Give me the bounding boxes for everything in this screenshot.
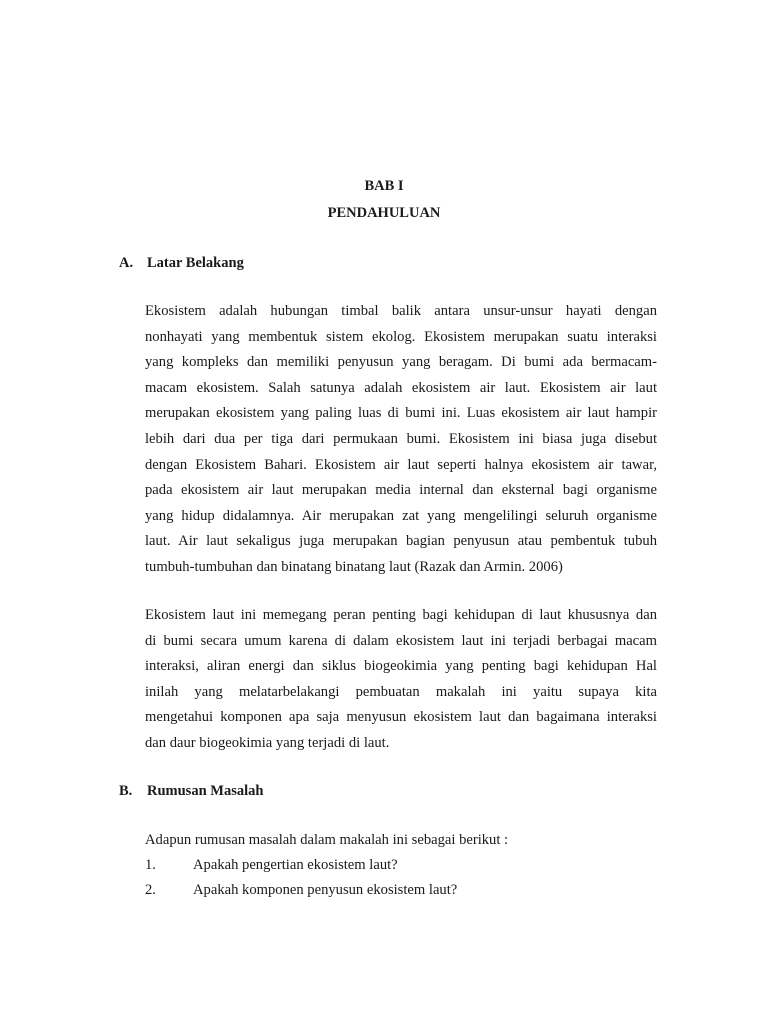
list-item-number: 1. (145, 857, 156, 873)
list-item-number: 2. (145, 882, 156, 898)
paragraph-line: mengetahui komponen apa saja menyusun ekosistem laut dan bagaimana interaksi (145, 709, 657, 726)
paragraph-line: Ekosistem laut ini memegang peran penting bagi kehidupan di laut khususnya dan (145, 607, 657, 623)
chapter-number: BAB I (364, 178, 404, 194)
list-item-text: Apakah pengertian ekosistem laut? (193, 857, 398, 873)
chapter-title: PENDAHULUAN (327, 205, 441, 221)
section-a-heading (119, 255, 244, 272)
paragraph-line: di bumi secara umum karena di dalam ekosistem laut ini terjadi berbagai macam (145, 632, 657, 649)
section-b-number: B. (119, 783, 133, 799)
section-b-intro: Adapun rumusan masalah dalam makalah ini sebagai berikut : (145, 832, 509, 848)
paragraph-line: lebih dari dua per tiga dari permukaan bumi. Ekosistem ini biasa juga disebut (145, 430, 657, 447)
paragraph-line: Ekosistem adalah hubungan timbal balik antara unsur-unsur hayati dengan (145, 303, 657, 319)
paragraph-line: interaksi, aliran energi dan siklus biogeokimia yang penting bagi kehidupan Hal (145, 658, 657, 675)
paragraph-line: dengan Ekosistem Bahari. Ekosistem air laut seperti halnya ekosistem air tawar, (145, 456, 657, 473)
section-a-number: A. (119, 255, 134, 271)
paragraph-1 (145, 299, 657, 581)
list-item (145, 857, 398, 874)
section-b-heading (119, 783, 263, 800)
paragraph-line: nonhayati yang membentuk sistem ekolog. Ekosistem merupakan suatu interaksi (145, 328, 657, 345)
paragraph-line: yang hidup didalamnya. Air merupakan zat yang mengelilingi seluruh organisme (145, 507, 657, 524)
list-item (145, 882, 457, 899)
paragraph-line: tumbuh-tumbuhan dan binatang binatang laut (Razak dan Armin. 2006) (145, 558, 563, 575)
paragraph-line: pada ekosistem air laut merupakan media internal dan eksternal bagi organisme (145, 482, 657, 499)
paragraph-line: dan daur biogeokimia yang terjadi di laut. (145, 734, 390, 751)
paragraph-line: macam ekosistem. Salah satunya adalah ekosistem air laut. Ekosistem air laut (145, 379, 657, 396)
paragraph-line: merupakan ekosistem yang paling luas di bumi ini. Luas ekosistem air laut hampir (145, 405, 657, 422)
paragraph-2 (145, 603, 657, 757)
list-item-text: Apakah komponen penyusun ekosistem laut? (193, 882, 458, 898)
section-a-title: Latar Belakang (147, 255, 244, 271)
paragraph-line: yang kompleks dan memiliki penyusun yang beragam. Di bumi ada bermacam- (145, 354, 657, 371)
section-b-title: Rumusan Masalah (147, 783, 264, 799)
paragraph-line: inilah yang melatarbelakangi pembuatan makalah ini yaitu supaya kita (145, 683, 657, 700)
paragraph-line: laut. Air laut sekaligus juga merupakan bagian penyusun atau pembentuk tubuh (145, 533, 657, 550)
